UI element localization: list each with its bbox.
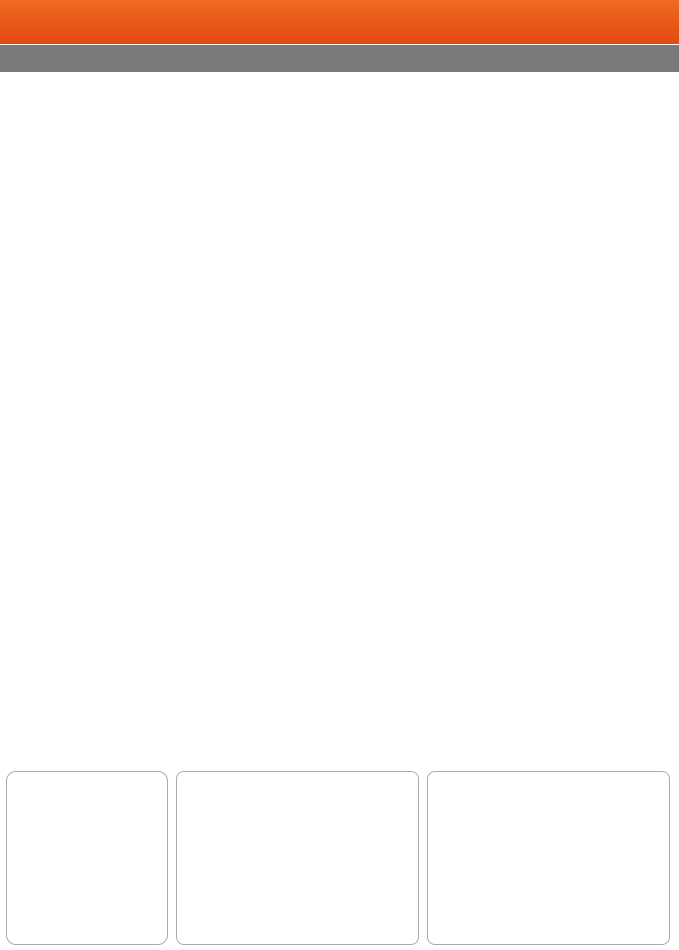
blank-panel [6, 771, 168, 945]
dimension-drawing-1 [177, 772, 418, 944]
page-header [0, 0, 679, 44]
drawing-panel-1 [176, 771, 419, 945]
voltage-band [0, 45, 679, 72]
drawing-panel-2 [427, 771, 670, 945]
dimension-drawing-2 [428, 772, 669, 944]
